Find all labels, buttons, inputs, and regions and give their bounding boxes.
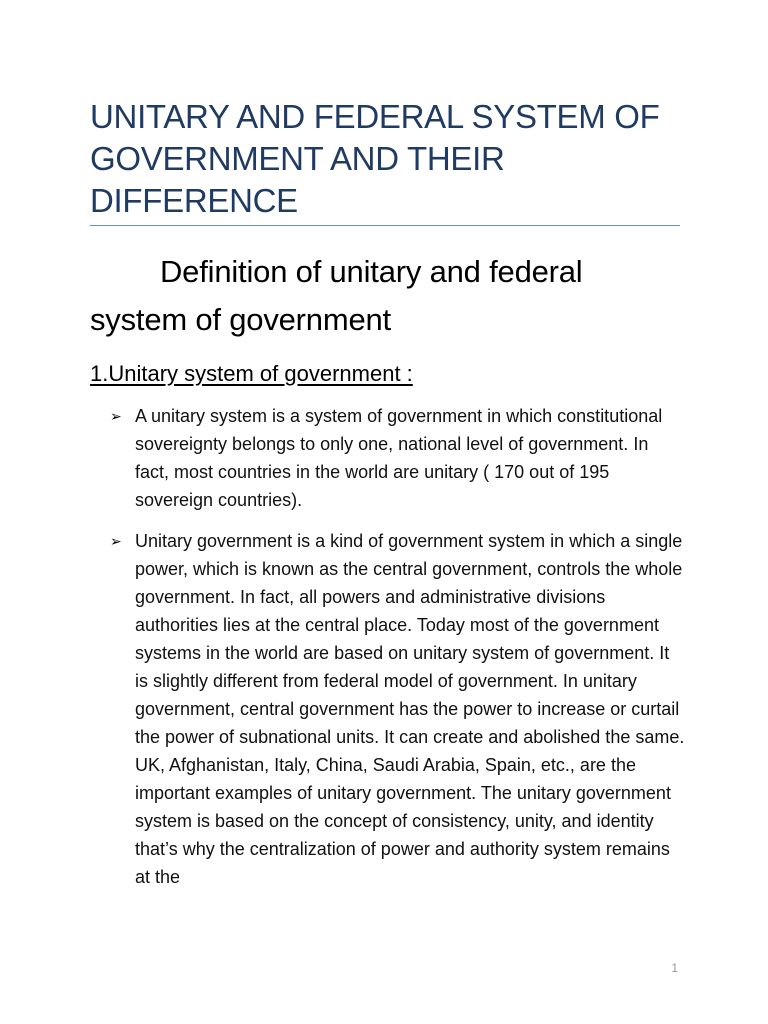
page-number: 1 <box>671 961 678 975</box>
section-title: Definition of unitary and federal system of government <box>90 254 583 337</box>
bullet-item <box>110 527 685 891</box>
title-divider <box>90 225 680 226</box>
bullet-item <box>110 402 685 514</box>
arrow-bullet-icon: ➢ <box>110 533 122 549</box>
arrow-bullet-icon: ➢ <box>110 408 122 424</box>
document-title: UNITARY AND FEDERAL SYSTEM OF GOVERNMENT AND THEIR DIFFERENCE <box>90 98 660 219</box>
bullet-text: Unitary government is a kind of government system in which a single power, which is known as the central government, controls the whole government. In fact, all powers and administrative divisions authorities lies at the central place. Today most of the government systems in the world are based on unitary system of government. It is slightly different from federal model of government. In unitary government, central government has the power to increase or curtail the power of subnational units. It can create and abolished the same. UK, Afghanistan, Italy, China, Saudi Arabia, Spain, etc., are the important examples of unitary government. The unitary government system is based on the concept of consistency, unity, and identity that’s why the centralization of power and authority system remains at the <box>135 531 685 887</box>
subsection-heading: 1.Unitary system of government : <box>90 361 413 386</box>
bullet-text: A unitary system is a system of government in which constitutional sovereignty belongs to only one, national level of government. In fact, most countries in the world are unitary ( 170 out of 195 sovereign countries). <box>135 406 663 510</box>
bullet-list <box>110 402 685 904</box>
